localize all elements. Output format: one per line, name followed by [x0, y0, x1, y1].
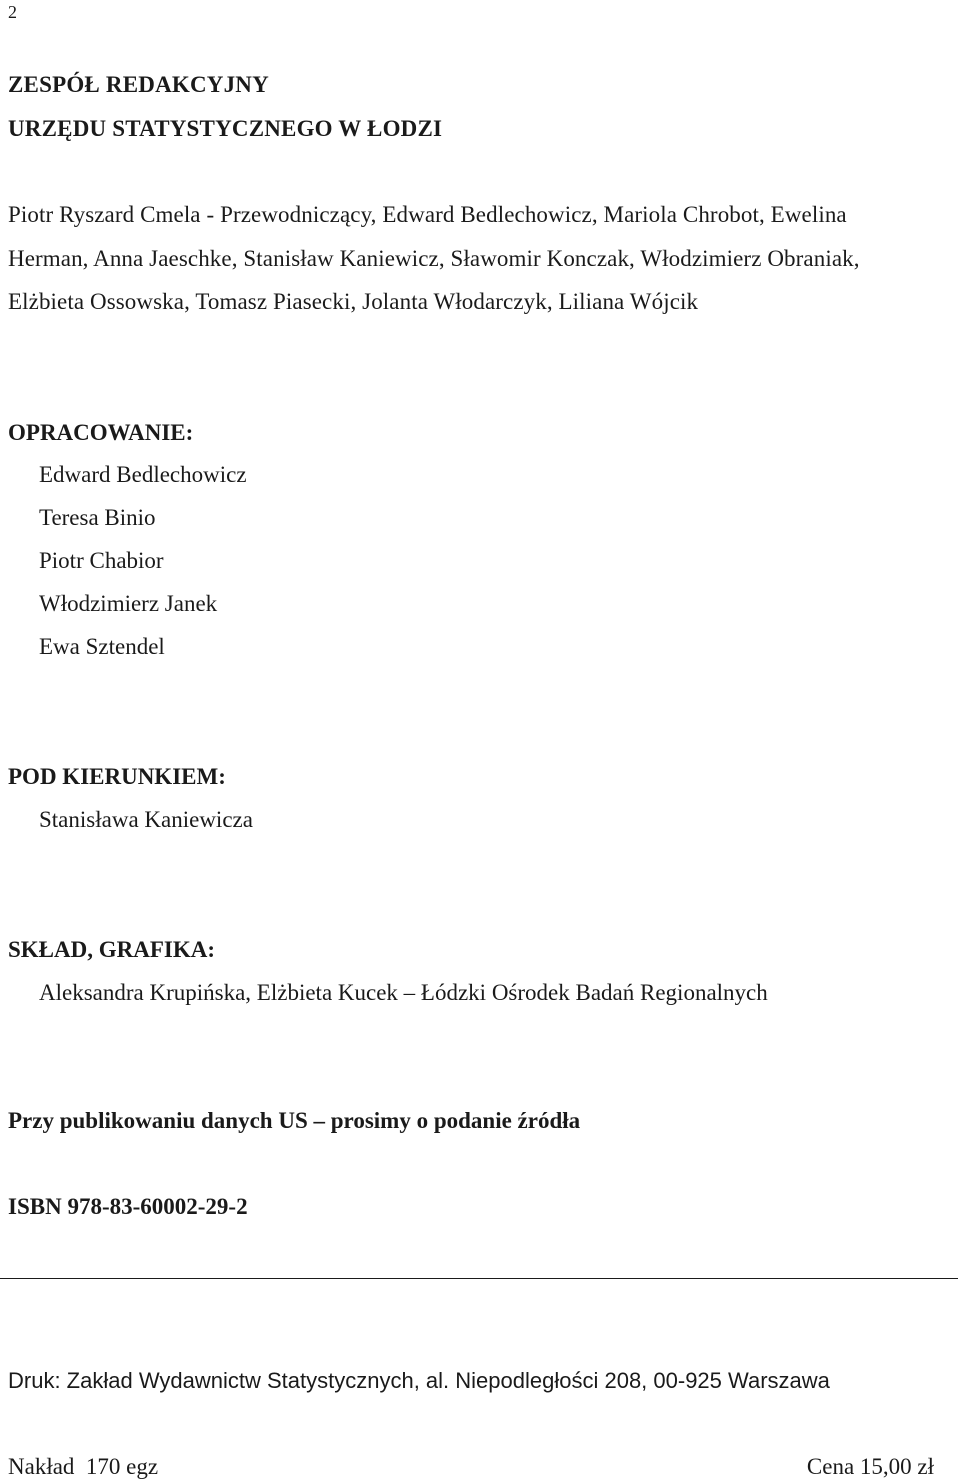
citation-notice: Przy publikowaniu danych US – prosimy o podanie źródła	[8, 1108, 581, 1133]
team-line-3: Elżbieta Ossowska, Tomasz Piasecki, Jolanta Włodarczyk, Liliana Wójcik	[8, 289, 699, 314]
office-title: URZĘDU STATYSTYCZNEGO W ŁODZI	[8, 116, 443, 141]
print-run: Nakład 170 egz	[8, 1454, 159, 1479]
page-number: 2	[8, 2, 17, 22]
price: Cena 15,00 zł	[806, 1454, 934, 1479]
divider	[0, 1278, 958, 1279]
printer-info: Druk: Zakład Wydawnictw Statystycznych, al. Niepodległości 208, 00-925 Warszawa	[8, 1368, 830, 1393]
opracowanie-label: OPRACOWANIE:	[8, 420, 194, 445]
author-name: Ewa Sztendel	[39, 634, 165, 659]
supervisor-name: Stanisława Kaniewicza	[39, 807, 253, 832]
editorial-team-title: ZESPÓŁ REDAKCYJNY	[8, 72, 269, 97]
isbn: ISBN 978-83-60002-29-2	[8, 1194, 248, 1219]
sklad-label: SKŁAD, GRAFIKA:	[8, 937, 216, 962]
sklad-text: Aleksandra Krupińska, Elżbieta Kucek – Łódzki Ośrodek Badań Regionalnych	[39, 980, 768, 1005]
author-name: Teresa Binio	[39, 505, 156, 530]
author-name: Edward Bedlechowicz	[39, 462, 247, 487]
author-name: Włodzimierz Janek	[39, 591, 218, 616]
team-line-1: Piotr Ryszard Cmela - Przewodniczący, Edward Bedlechowicz, Mariola Chrobot, Ewelina	[8, 202, 847, 227]
team-line-2: Herman, Anna Jaeschke, Stanisław Kaniewicz, Sławomir Konczak, Włodzimierz Obraniak,	[8, 246, 860, 271]
author-name: Piotr Chabior	[39, 548, 164, 573]
kierunek-label: POD KIERUNKIEM:	[8, 764, 226, 789]
